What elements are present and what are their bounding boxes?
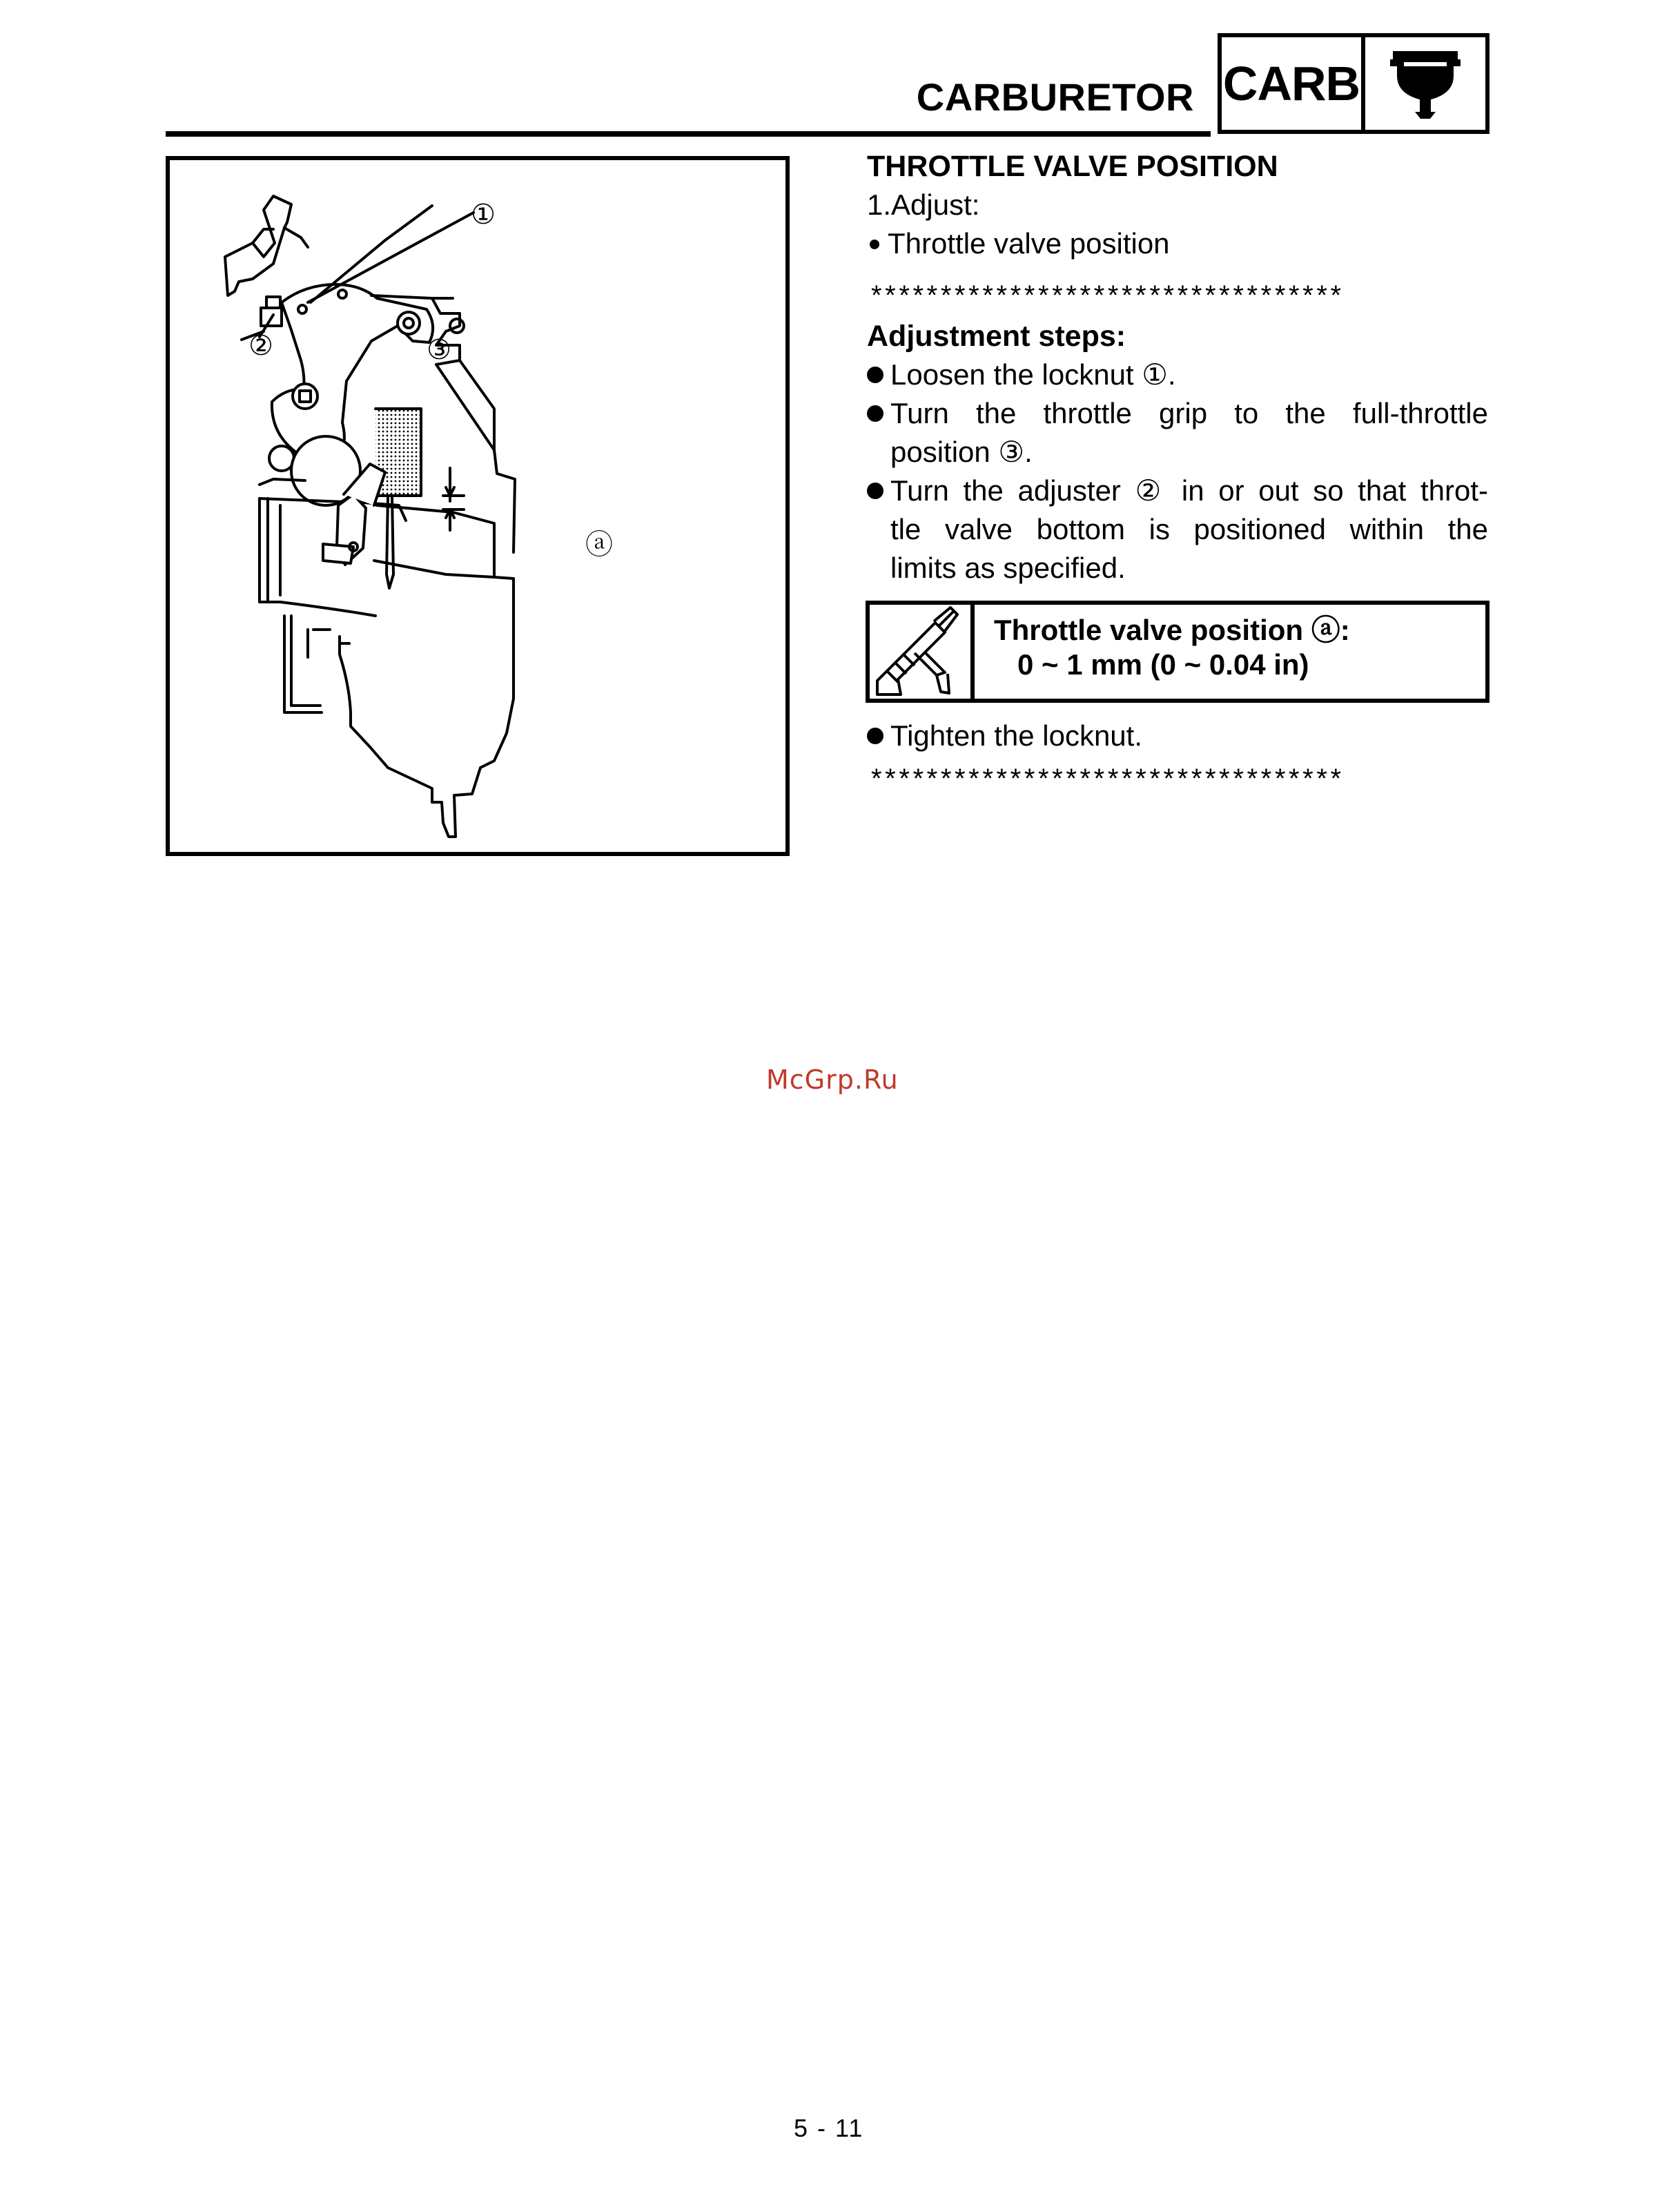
step-adjust: 1.Adjust: <box>867 188 980 221</box>
adjust-item-label: Throttle valve position <box>888 227 1170 260</box>
chapter-tab <box>1218 33 1489 134</box>
page-number: 5 - 11 <box>794 2114 864 2142</box>
bullet-icon <box>870 240 879 249</box>
carburetor-diagram <box>166 156 790 856</box>
callout-1: ① <box>471 199 496 231</box>
carburetor-icon <box>1387 46 1463 122</box>
list-item-text: tle valve bottom is positioned within the <box>890 513 1488 545</box>
watermark: McGrp.Ru <box>766 1065 899 1095</box>
separator-top: ********************************** <box>871 280 1345 311</box>
section-title: CARBURETOR <box>916 75 1194 119</box>
list-item-text: Tighten the locknut. <box>890 719 1142 752</box>
list-item-text: limits as specified. <box>890 552 1126 584</box>
spec-label: Throttle valve position ⓐ: <box>994 614 1350 646</box>
chapter-tab-label: CARB <box>1222 37 1365 130</box>
callout-a: ⓐ <box>585 529 613 561</box>
list-item <box>867 472 1488 587</box>
spec-box <box>866 601 1489 703</box>
caliper-icon <box>873 605 967 699</box>
carburetor-illustration <box>170 160 785 852</box>
list-item <box>867 717 1488 755</box>
steps-heading: Adjustment steps: <box>867 320 1126 353</box>
callout-2: ② <box>248 330 273 362</box>
list-item <box>867 394 1488 472</box>
list-item-text: position ③. <box>890 436 1033 468</box>
adjust-item <box>867 224 1170 263</box>
list-item-text: Turn the adjuster ② in or out so that throt- <box>890 474 1488 507</box>
callout-3: ③ <box>427 334 451 366</box>
header-rule <box>166 131 1211 137</box>
spec-value: 0 ~ 1 mm (0 ~ 0.04 in) <box>1017 648 1309 681</box>
list-item <box>867 356 1488 394</box>
list-item-text: Turn the throttle grip to the full-throttle <box>890 397 1488 429</box>
list-item-text: Loosen the locknut ①. <box>890 358 1176 391</box>
procedure-heading: THROTTLE VALVE POSITION <box>867 150 1278 183</box>
separator-bottom: ********************************** <box>871 764 1345 794</box>
